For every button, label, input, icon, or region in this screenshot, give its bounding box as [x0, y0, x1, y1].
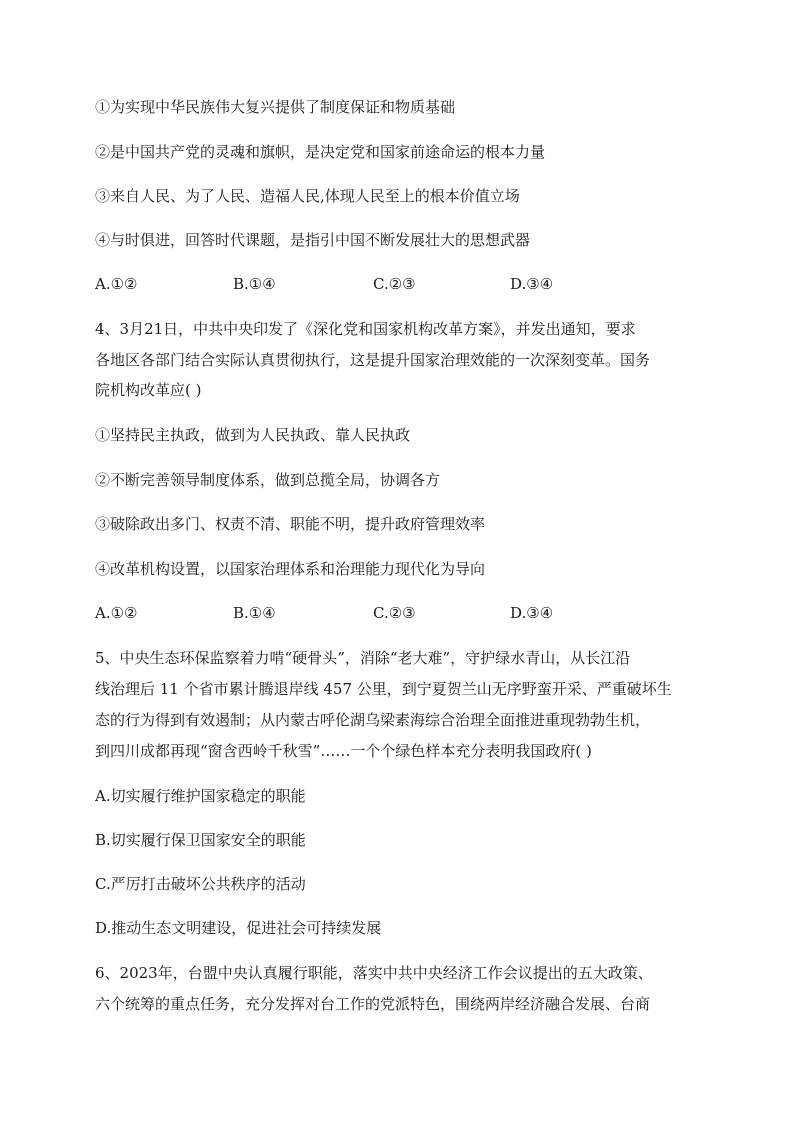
q4-options: [95, 603, 705, 623]
q4-option-a: A.①②: [95, 604, 138, 622]
q3-statement-4: ④与时俱进，回答时代课题，是指引中国不断发展壮大的思想武器: [95, 231, 531, 249]
q5-choice-c: C.严厉打击破坏公共秩序的活动: [95, 875, 306, 893]
q3-statement-1: ①为实现中华民族伟大复兴提供了制度保证和物质基础: [95, 98, 456, 116]
q4-statement-1: ①坚持民主执政，做到为人民执政、靠人民执政: [95, 426, 411, 444]
q3-option-a: A.①②: [95, 275, 138, 293]
q4-option-d: D.③④: [510, 604, 554, 622]
q4-statement-3: ③破除政出多门、权责不清、职能不明，提升政府管理效率: [95, 515, 486, 533]
q6-stem-line-1: 6、2023年，台盟中央认真履行职能，落实中共中央经济工作会议提出的五大政策、: [95, 964, 653, 982]
q3-statement-2: ②是中国共产党的灵魂和旗帜，是决定党和国家前途命运的根本力量: [95, 143, 546, 161]
q5-stem-line-4: 到四川成都再现“窗含西岭千秋雪”……一个个绿色样本充分表明我国政府( ): [95, 742, 592, 760]
q4-stem-line-1: 4、3月21日，中共中央印发了《深化党和国家机构改革方案》，并发出通知，要求: [95, 320, 636, 338]
q5-stem-line-2: 线治理后 11 个省市累计腾退岸线 457 公里，到宁夏贺兰山无序野蛮开采、严重破坏生: [95, 680, 672, 698]
q5-stem-line-1: 5、中央生态环保监察着力啃“硬骨头”，消除“老大难”，守护绿水青山，从长江沿: [95, 649, 631, 667]
q4-option-b: B.①④: [233, 604, 276, 622]
q6-stem-line-2: 六个统筹的重点任务，充分发挥对台工作的党派特色，围绕两岸经济融合发展、台商: [95, 995, 651, 1013]
q5-choice-b: B.切实履行保卫国家安全的职能: [95, 831, 306, 849]
q3-option-c: C.②③: [373, 275, 416, 293]
q5-choice-d: D.推动生态文明建设，促进社会可持续发展: [95, 919, 382, 937]
q4-stem-line-3: 院机构改革应( ): [95, 381, 202, 399]
q3-option-b: B.①④: [233, 275, 276, 293]
q4-option-c: C.②③: [373, 604, 416, 622]
q5-stem-line-3: 态的行为得到有效遏制；从内蒙古呼伦湖乌梁素海综合治理全面推进重现勃勃生机，: [95, 711, 651, 729]
q4-stem-line-2: 各地区各部门结合实际认真贯彻执行，这是提升国家治理效能的一次深刻变革。国务: [95, 351, 651, 369]
q5-choice-a: A.切实履行维护国家稳定的职能: [95, 787, 306, 805]
q4-statement-2: ②不断完善领导制度体系，做到总揽全局，协调各方: [95, 471, 441, 489]
q3-statement-3: ③来自人民、为了人民、造福人民,体现人民至上的根本价值立场: [95, 187, 520, 205]
q3-options: [95, 274, 705, 294]
q4-statement-4: ④改革机构设置，以国家治理体系和治理能力现代化为导向: [95, 560, 486, 578]
q3-option-d: D.③④: [510, 275, 554, 293]
